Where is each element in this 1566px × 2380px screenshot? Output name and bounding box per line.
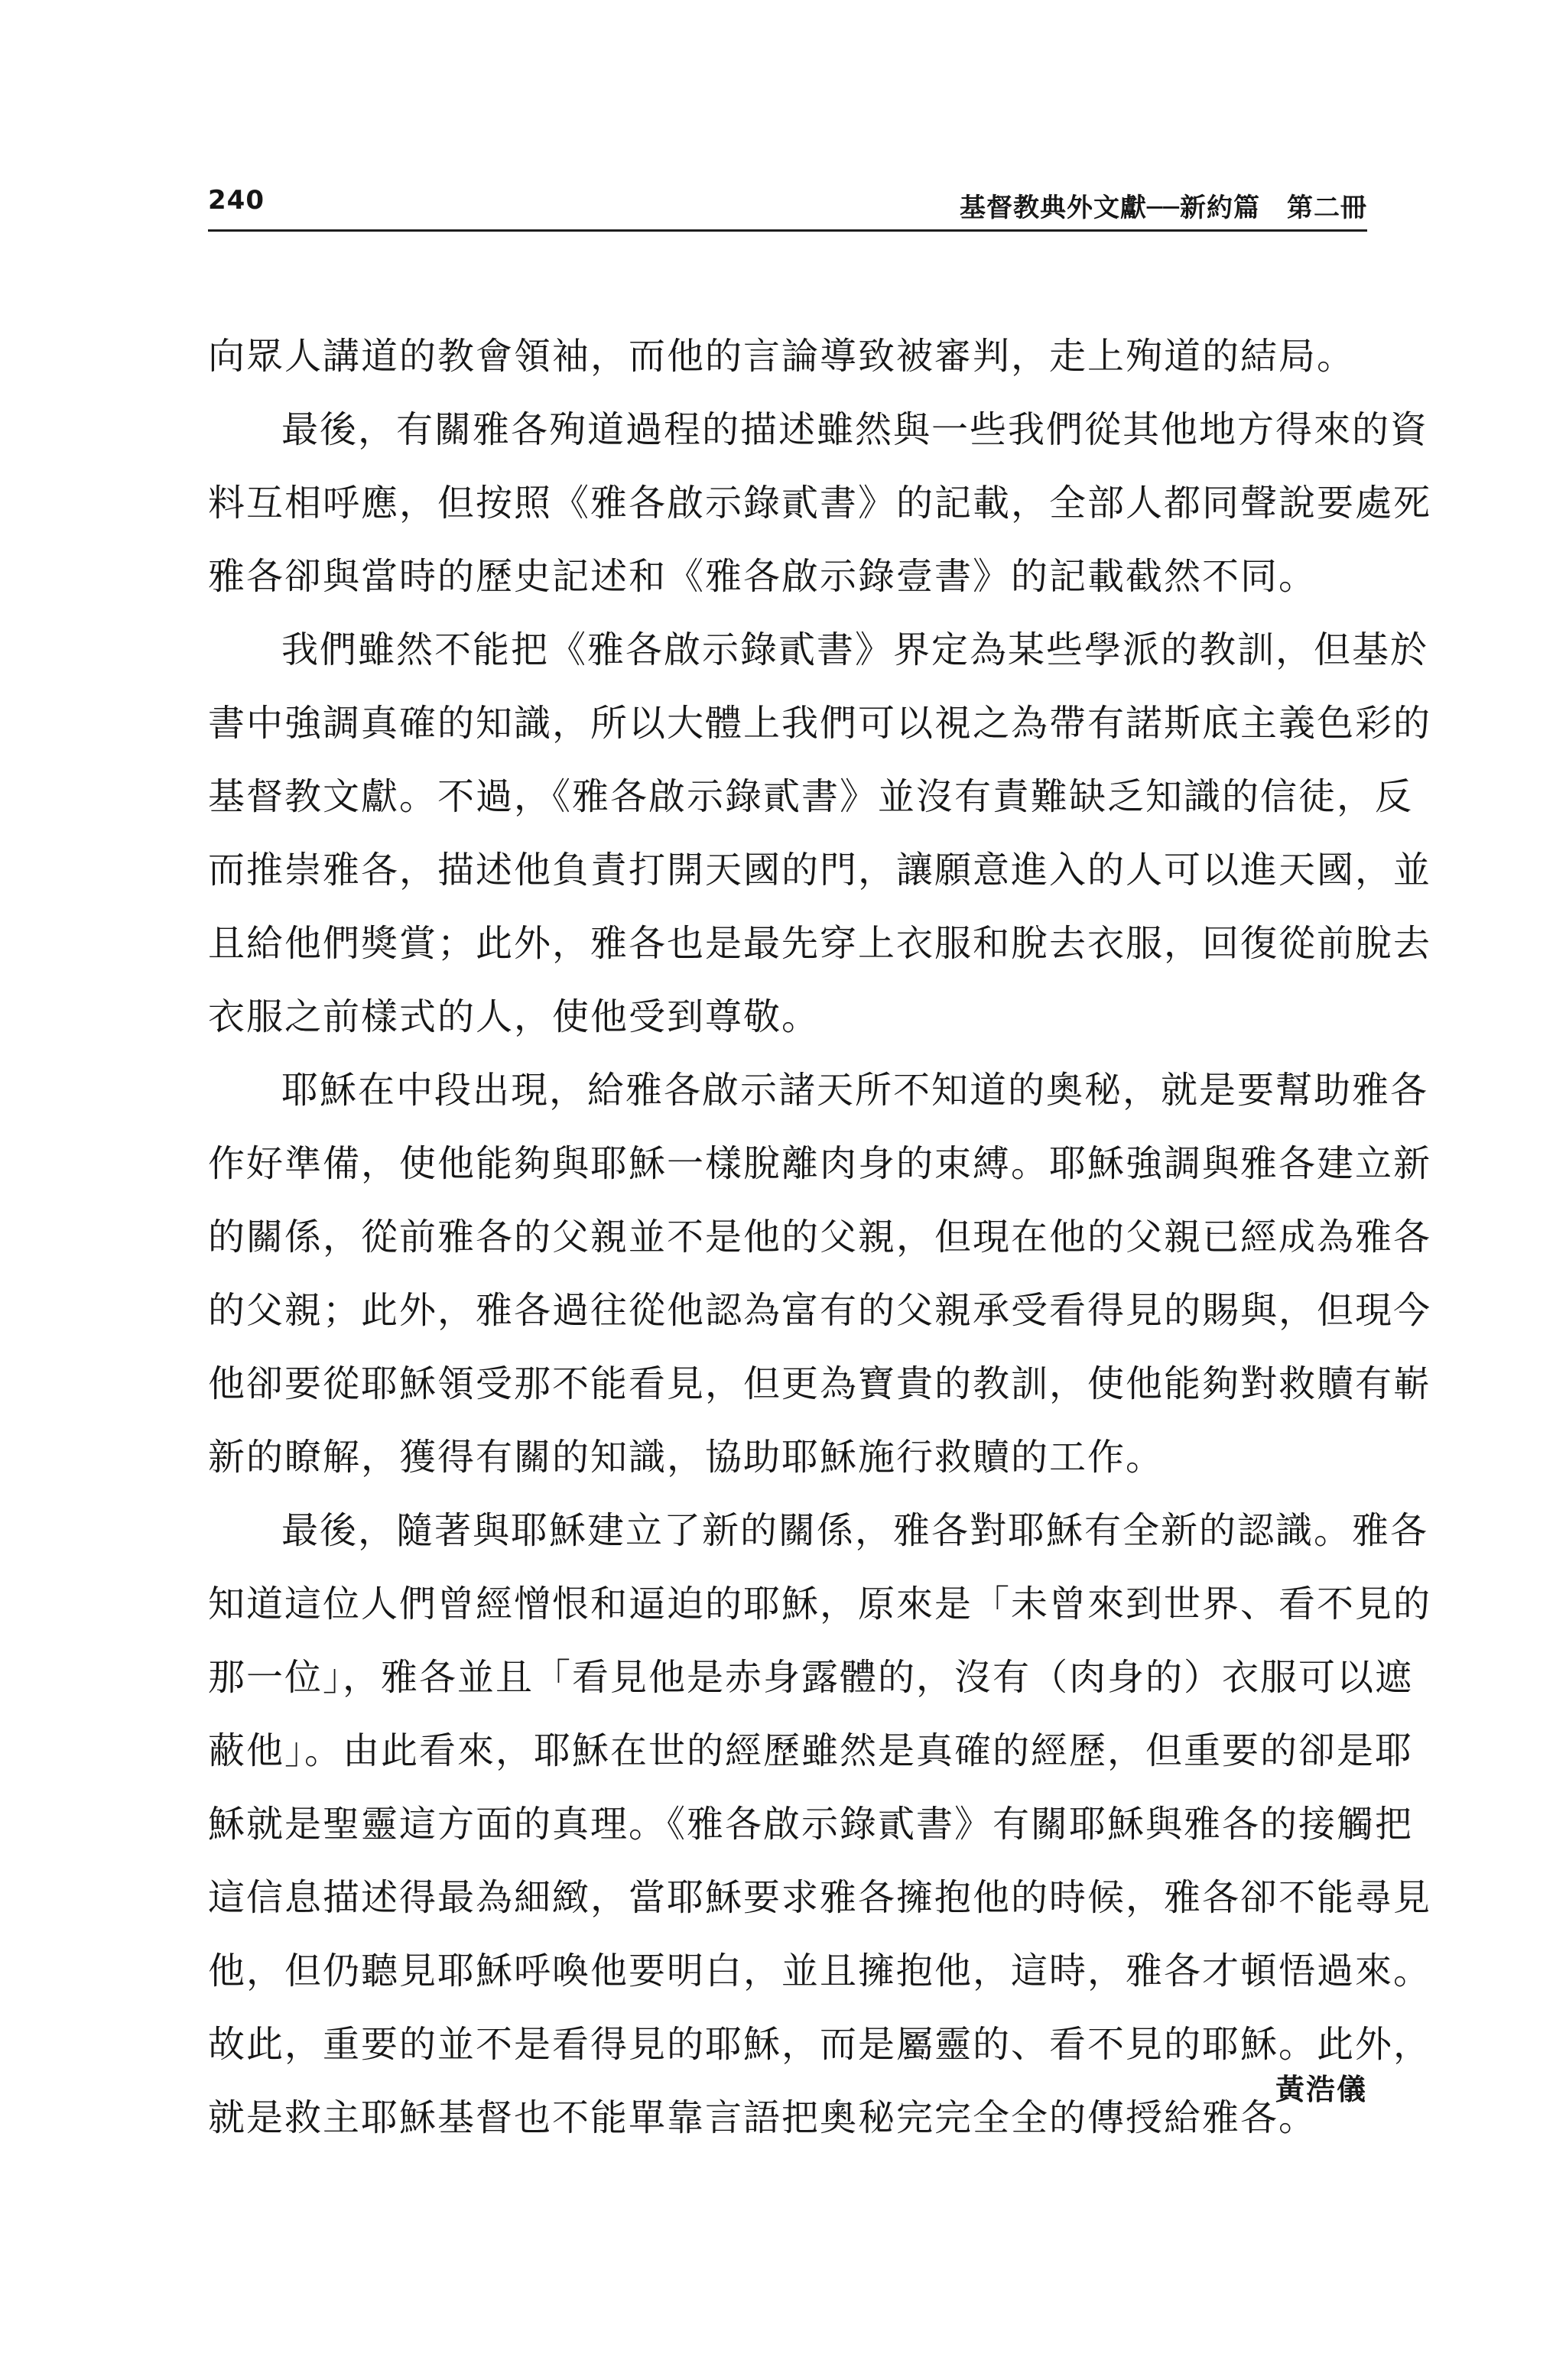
text-line: 的關係，從前雅各的父親並不是他的父親，但現在他的父親已經成為雅各 [208,1216,1432,1258]
text-line: 新的瞭解，獲得有關的知識，協助耶穌施行救贖的工作。 [208,1436,1165,1479]
text-line: 書中強調真確的知識，所以大體上我們可以視之為帶有諾斯底主義色彩的 [208,702,1432,745]
text-line: 我們雖然不能把《雅各啟示錄貳書》界定為某些學派的教訓，但基於 [281,628,1429,671]
text-line: 作好準備，使他能夠與耶穌一樣脫離肉身的束縛。耶穌強調與雅各建立新 [208,1142,1432,1185]
text-line: 而推崇雅各，描述他負責打開天國的門，讓願意進入的人可以進天國，並 [208,849,1432,891]
text-line: 基督教文獻。不過，《雅各啟示錄貳書》並沒有責難缺乏知識的信徒，反 [208,775,1414,818]
text-line: 那一位」，雅各並且「看見他是赤身露體的，沒有（肉身的）衣服可以遮 [208,1656,1414,1699]
text-line: 耶穌在中段出現，給雅各啟示諸天所不知道的奧秘，就是要幫助雅各 [281,1069,1429,1112]
text-line: 知道這位人們曾經憎恨和逼迫的耶穌，原來是「未曾來到世界、看不見的 [208,1583,1432,1625]
text-line: 的父親；此外，雅各過往從他認為富有的父親承受看得見的賜與，但現今 [208,1289,1432,1332]
text-line: 他，但仍聽見耶穌呼喚他要明白，並且擁抱他，這時，雅各才頓悟過來。 [208,1950,1432,1992]
author-signature: 黃浩儀 [1275,2073,1367,2106]
text-line: 這信息描述得最為細緻，當耶穌要求雅各擁抱他的時候，雅各卻不能尋見 [208,1876,1432,1919]
text-line: 最後，隨著與耶穌建立了新的關係，雅各對耶穌有全新的認識。雅各 [281,1509,1429,1552]
page-header [208,182,1367,232]
text-line: 向眾人講道的教會領袖，而他的言論導致被審判，走上殉道的結局。 [208,335,1356,378]
text-line: 蔽他」。由此看來，耶穌在世的經歷雖然是真確的經歷，但重要的卻是耶 [208,1729,1414,1772]
text-line: 穌就是聖靈這方面的真理。《雅各啟示錄貳書》有關耶穌與雅各的接觸把 [208,1803,1414,1846]
page-number: 240 [208,185,265,216]
text-line: 雅各卻與當時的歷史記述和《雅各啟示錄壹書》的記載截然不同。 [208,555,1317,598]
text-line: 就是救主耶穌基督也不能單靠言語把奧秘完完全全的傳授給雅各。 [208,2096,1317,2139]
text-line: 他卻要從耶穌領受那不能看見，但更為寶貴的教訓，使他能夠對救贖有嶄 [208,1362,1432,1405]
text-line: 衣服之前樣式的人，使他受到尊敬。 [208,995,820,1038]
text-line: 且給他們獎賞；此外，雅各也是最先穿上衣服和脫去衣服，回復從前脫去 [208,922,1432,965]
body-text [208,320,1432,2154]
text-line: 料互相呼應，但按照《雅各啟示錄貳書》的記載，全部人都同聲說要處死 [208,482,1432,524]
running-title: 基督教典外文獻──新約篇 第二冊 [960,193,1367,223]
text-line: 最後，有關雅各殉道過程的描述雖然與一些我們從其他地方得來的資 [281,408,1429,451]
text-line: 故此，重要的並不是看得見的耶穌，而是屬靈的、看不見的耶穌。此外， [208,2023,1432,2066]
